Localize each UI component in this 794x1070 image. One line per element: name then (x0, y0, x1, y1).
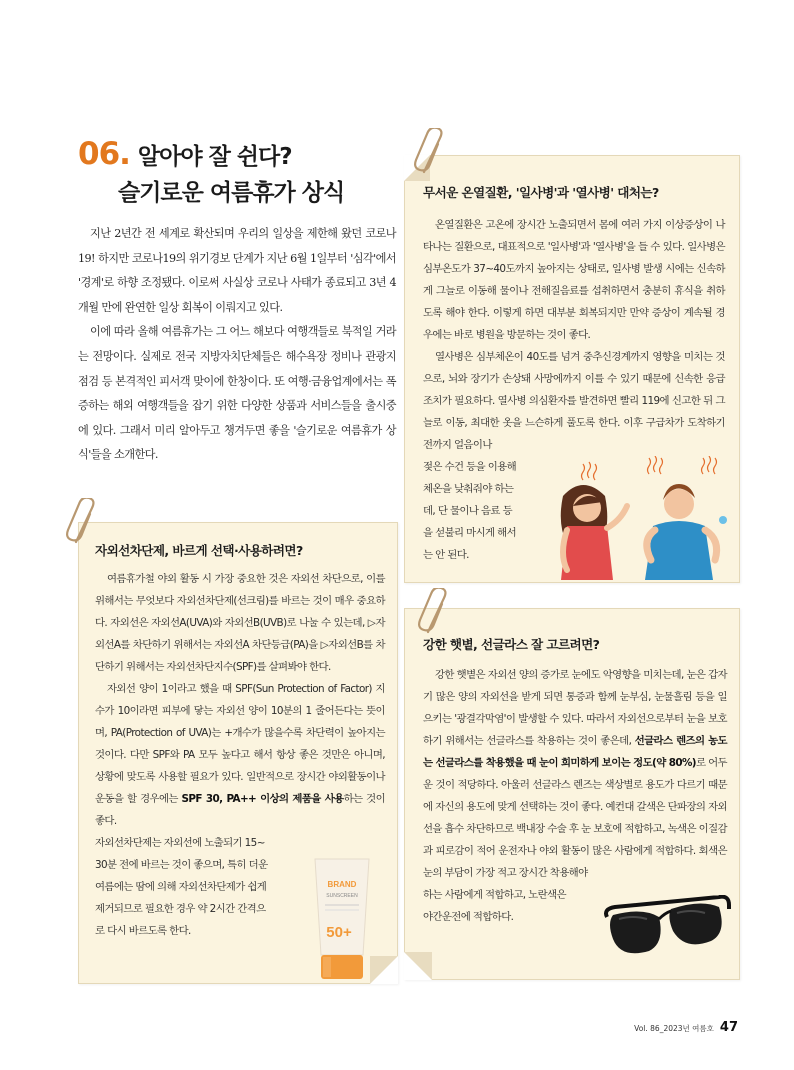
glass-paragraph-bold: 선글라스 렌즈의 농도는 선글라스를 착용했을 때 눈이 희미하게 보이는 정도(약 80%) (423, 735, 727, 769)
page-footer (634, 1020, 738, 1035)
paperclip-icon (414, 128, 448, 178)
heat-narrow-line: 데, 단 물이나 음료 등 (423, 505, 513, 517)
intro-text (78, 222, 396, 468)
glass-paragraph-b: 로 어두운 것이 적당하다. 아울러 선글라스 렌즈는 색상별로 용도가 다르기 때문에 자신의 용도에 맞게 선택하는 것이 좋다. 예컨대 갈색은 단파장의 자외선을 흡수 차단하므로 백내장 수술 후 눈 보호에 적합하고, 녹색은 이질감과 피로감이 적어 운전자나 야외 활동이 많은 사람에게 적합하다. 회색은 눈의 부담이 가장 적고 장시간 착용해야 (423, 757, 727, 879)
heatstroke-illustration (553, 456, 733, 580)
sun-narrow-line: 30분 전에 바르는 것이 좋으며, 특히 더운 (95, 859, 268, 871)
sun-narrow-line: 로 다시 바르도록 한다. (95, 925, 191, 937)
sun-note-title: 자외선차단제, 바르게 선택·사용하려면? (95, 543, 303, 558)
heat-note-title: 무서운 온열질환, '일사병'과 '열사병' 대처는? (423, 185, 659, 200)
glass-paragraph-a: 강한 햇볕은 자외선 양의 증가로 눈에도 악영향을 미치는데, 눈은 갑자기 많은 양의 자외선을 받게 되면 통증과 함께 눈부심, 눈물흘림 등을 일으키는 '광결각막염'이 발생할 수 있다. 따라서 자외선으로부터 눈을 보호하기 위해서는 선글라스를 착용하는 것이 좋은데, (423, 669, 727, 747)
glass-narrow-line: 하는 사람에게 적합하고, 노란색은 (423, 889, 566, 901)
article-title (78, 136, 398, 207)
section-number: 06. (78, 136, 130, 172)
heat-illness-note (404, 155, 740, 583)
intro-paragraph-1: 지난 2년간 전 세계로 확산되며 우리의 일상을 제한해 왔던 코로나19! 하지만 코로나19의 위기경보 단계가 지난 6월 1일부터 '심각'에서 '경계'로 하향 조정됐다. 이로써 사실상 코로나 사태가 종료되고 3년 4개월 만에 완연한 일상 회복이 이뤄지고 있다. (78, 227, 396, 314)
paperclip-icon (418, 588, 452, 638)
title-line-1: 알아야 잘 쉰다? (137, 144, 292, 170)
heat-narrow-line: 젖은 수건 등을 이용해 (423, 461, 517, 473)
issue-label: Vol. 86_2023년 여름호 (634, 1024, 714, 1033)
sunglasses-note (404, 608, 740, 980)
sun-narrow-line: 제거되므로 필요한 경우 약 2시간 간격으 (95, 903, 266, 915)
sun-paragraph-2 (95, 678, 385, 832)
glass-note-title: 강한 햇볕, 선글라스 잘 고르려면? (423, 637, 600, 652)
heat-paragraph-1: 온열질환은 고온에 장시간 노출되면서 몸에 여러 가지 이상증상이 나타나는 질환으로, 대표적으로 '일사병'과 '열사병'을 들 수 있다. 일사병은 심부온도가 37~40도까지 높아지는 상태로, 일사병 발생 시에는 신속하게 그늘로 이동해 물이나 전해질음료를 섭취하면서 충분히 휴식을 취하도록 해야 한다. 이렇게 하면 대부분 회복되지만 만약 증상이 계속될 경우에는 바로 병원을 방문하는 것이 좋다. (423, 219, 725, 341)
sunscreen-spf: 50+ (326, 924, 352, 941)
heat-narrow-line: 을 섣불리 마시게 해서 (423, 527, 517, 539)
page-number: 47 (719, 1020, 738, 1035)
intro-paragraph-2: 이에 따라 올해 여름휴가는 그 어느 해보다 여행객들로 북적일 거라는 전망이다. 실제로 전국 지방자치단체들은 해수욕장 정비나 관광지 점검 등 본격적인 피서객 맞이에 한창이다. 또 여행·금융업계에서는 폭증하는 해외 여행객들을 잡기 위한 다양한 상품과 서비스들을 출시중에 있다. 그래서 미리 알아두고 챙겨두면 좋을 '슬기로운 여름휴가 상식'들을 소개한다. (78, 325, 396, 462)
sunglasses-illustration (603, 895, 731, 961)
sun-paragraph-2-b: 하는 것이 좋다. (95, 793, 386, 827)
sun-narrow-line: 여름에는 땀에 의해 자외선차단제가 쉽게 (95, 881, 267, 893)
heat-narrow-line: 는 안 된다. (423, 549, 469, 561)
sunscreen-name: SUNSCREEN (326, 893, 358, 899)
sun-paragraph-2-bold: SPF 30, PA++ 이상의 제품을 사용 (181, 793, 344, 805)
sunscreen-tube-illustration (307, 855, 377, 983)
glass-narrow-lines (423, 884, 613, 928)
title-line-2: 슬기로운 여름휴가 상식 (118, 180, 345, 206)
glass-paragraph (423, 664, 727, 884)
sun-paragraph-2-a: 자외선 양이 1이라고 했을 때 SPF(Sun Protection of Factor) 지수가 10이라면 피부에 닿는 자외선 양이 10분의 1 줄어든다는 뜻이며, PA(Protection of UVA)는 +개수가 많을수록 차단력이 높아지는 것이다. 다만 SPF와 PA 모두 높다고 해서 항상 좋은 것만은 아니며, 상황에 맞도록 사용할 필요가 있다. 일반적으로 장시간 야외활동이나 운동을 할 경우에는 (95, 683, 385, 805)
sun-paragraph-1: 여름휴가철 야외 활동 시 가장 중요한 것은 자외선 차단으로, 이를 위해서는 무엇보다 자외선차단제(선크림)를 바르는 것이 매우 중요하다. 자외선은 자외선A(UVA)와 자외선B(UVB)로 나눌 수 있는데, ▷자외선A를 차단하기 위해서는 자외선A 차단등급(PA)을 ▷자외선B를 차단하기 위해서는 자외선차단지수(SPF)를 살펴봐야 한다. (95, 573, 385, 673)
sun-narrow-line: 자외선차단제는 자외선에 노출되기 15~ (95, 837, 265, 849)
folded-corner (404, 952, 432, 980)
sunscreen-brand: BRAND (327, 880, 357, 889)
sunscreen-note (78, 522, 398, 984)
heat-paragraph-2: 열사병은 심부체온이 40도를 넘겨 중추신경계까지 영향을 미치는 것으로, 뇌와 장기가 손상돼 사망에까지 이를 수 있기 때문에 신속한 응급조치가 필요하다. 열사병 의심환자를 발견하면 빨리 119에 신고한 뒤 그늘로 이동, 최대한 옷을 느슨하게 풀도록 한다. 이후 구급차가 도착하기 전까지 얼음이나 (423, 351, 725, 451)
glass-narrow-line: 야간운전에 적합하다. (423, 911, 514, 923)
heat-narrow-line: 체온을 낮춰줘야 하는 (423, 483, 514, 495)
glass-note-body (423, 664, 727, 928)
paperclip-icon (66, 498, 100, 548)
sun-narrow-lines (95, 832, 305, 942)
